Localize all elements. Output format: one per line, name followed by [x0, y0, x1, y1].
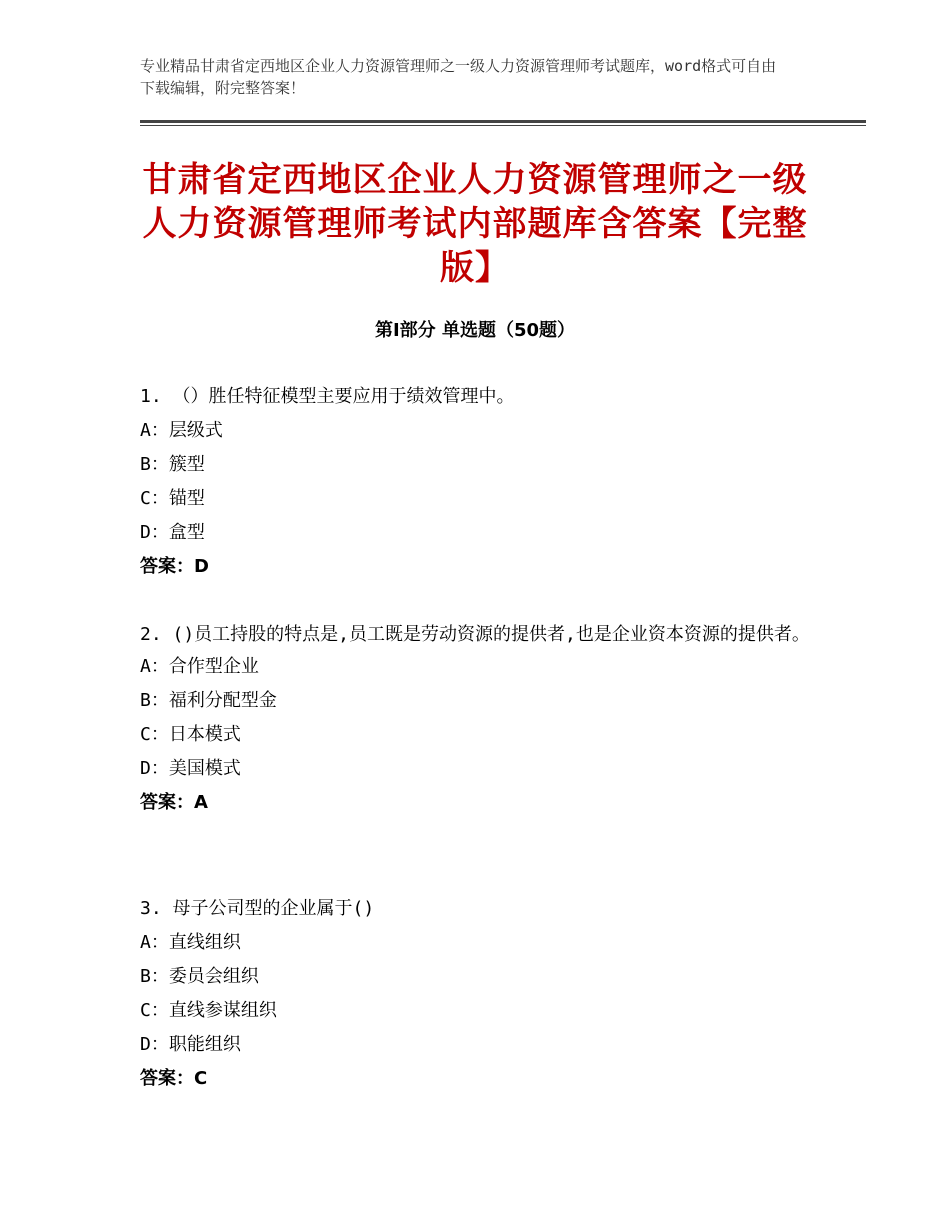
option-c: C：直线参谋组织: [140, 1000, 277, 1021]
header-note: 专业精品甘肃省定西地区企业人力资源管理师之一级人力资源管理师考试题库，word格式可自由下载编辑，附完整答案！: [140, 57, 777, 97]
answer: 答案：C: [140, 1068, 208, 1089]
question-stem: 2. ()员工持股的特点是,员工既是劳动资源的提供者,也是企业资本资源的提供者。: [140, 624, 810, 645]
option-d: D：职能组织: [140, 1034, 241, 1055]
question-2: [140, 620, 810, 820]
option-b: B：委员会组织: [140, 966, 259, 987]
question-1: [140, 380, 810, 584]
option-d: D：盒型: [140, 522, 205, 543]
option-a: A：合作型企业: [140, 656, 259, 677]
header-rule-thick: [140, 120, 866, 123]
document-title: 甘肃省定西地区企业人力资源管理师之一级人力资源管理师考试内部题库含答案【完整版】: [142, 160, 808, 288]
option-b: B：簇型: [140, 454, 205, 475]
answer: 答案：A: [140, 792, 208, 813]
answer: 答案：D: [140, 556, 209, 577]
question-stem: 1. （）胜任特征模型主要应用于绩效管理中。: [140, 386, 515, 407]
option-d: D：美国模式: [140, 758, 241, 779]
option-a: A：层级式: [140, 420, 223, 441]
question-stem: 3. 母子公司型的企业属于(): [140, 898, 375, 919]
option-c: C：日本模式: [140, 724, 241, 745]
section-title: 第Ⅰ部分 单选题（50题）: [374, 320, 575, 341]
option-b: B：福利分配型金: [140, 690, 277, 711]
header-rule-thin: [140, 125, 866, 126]
question-3: [140, 892, 810, 1096]
option-a: A：直线组织: [140, 932, 241, 953]
option-c: C：锚型: [140, 488, 205, 509]
